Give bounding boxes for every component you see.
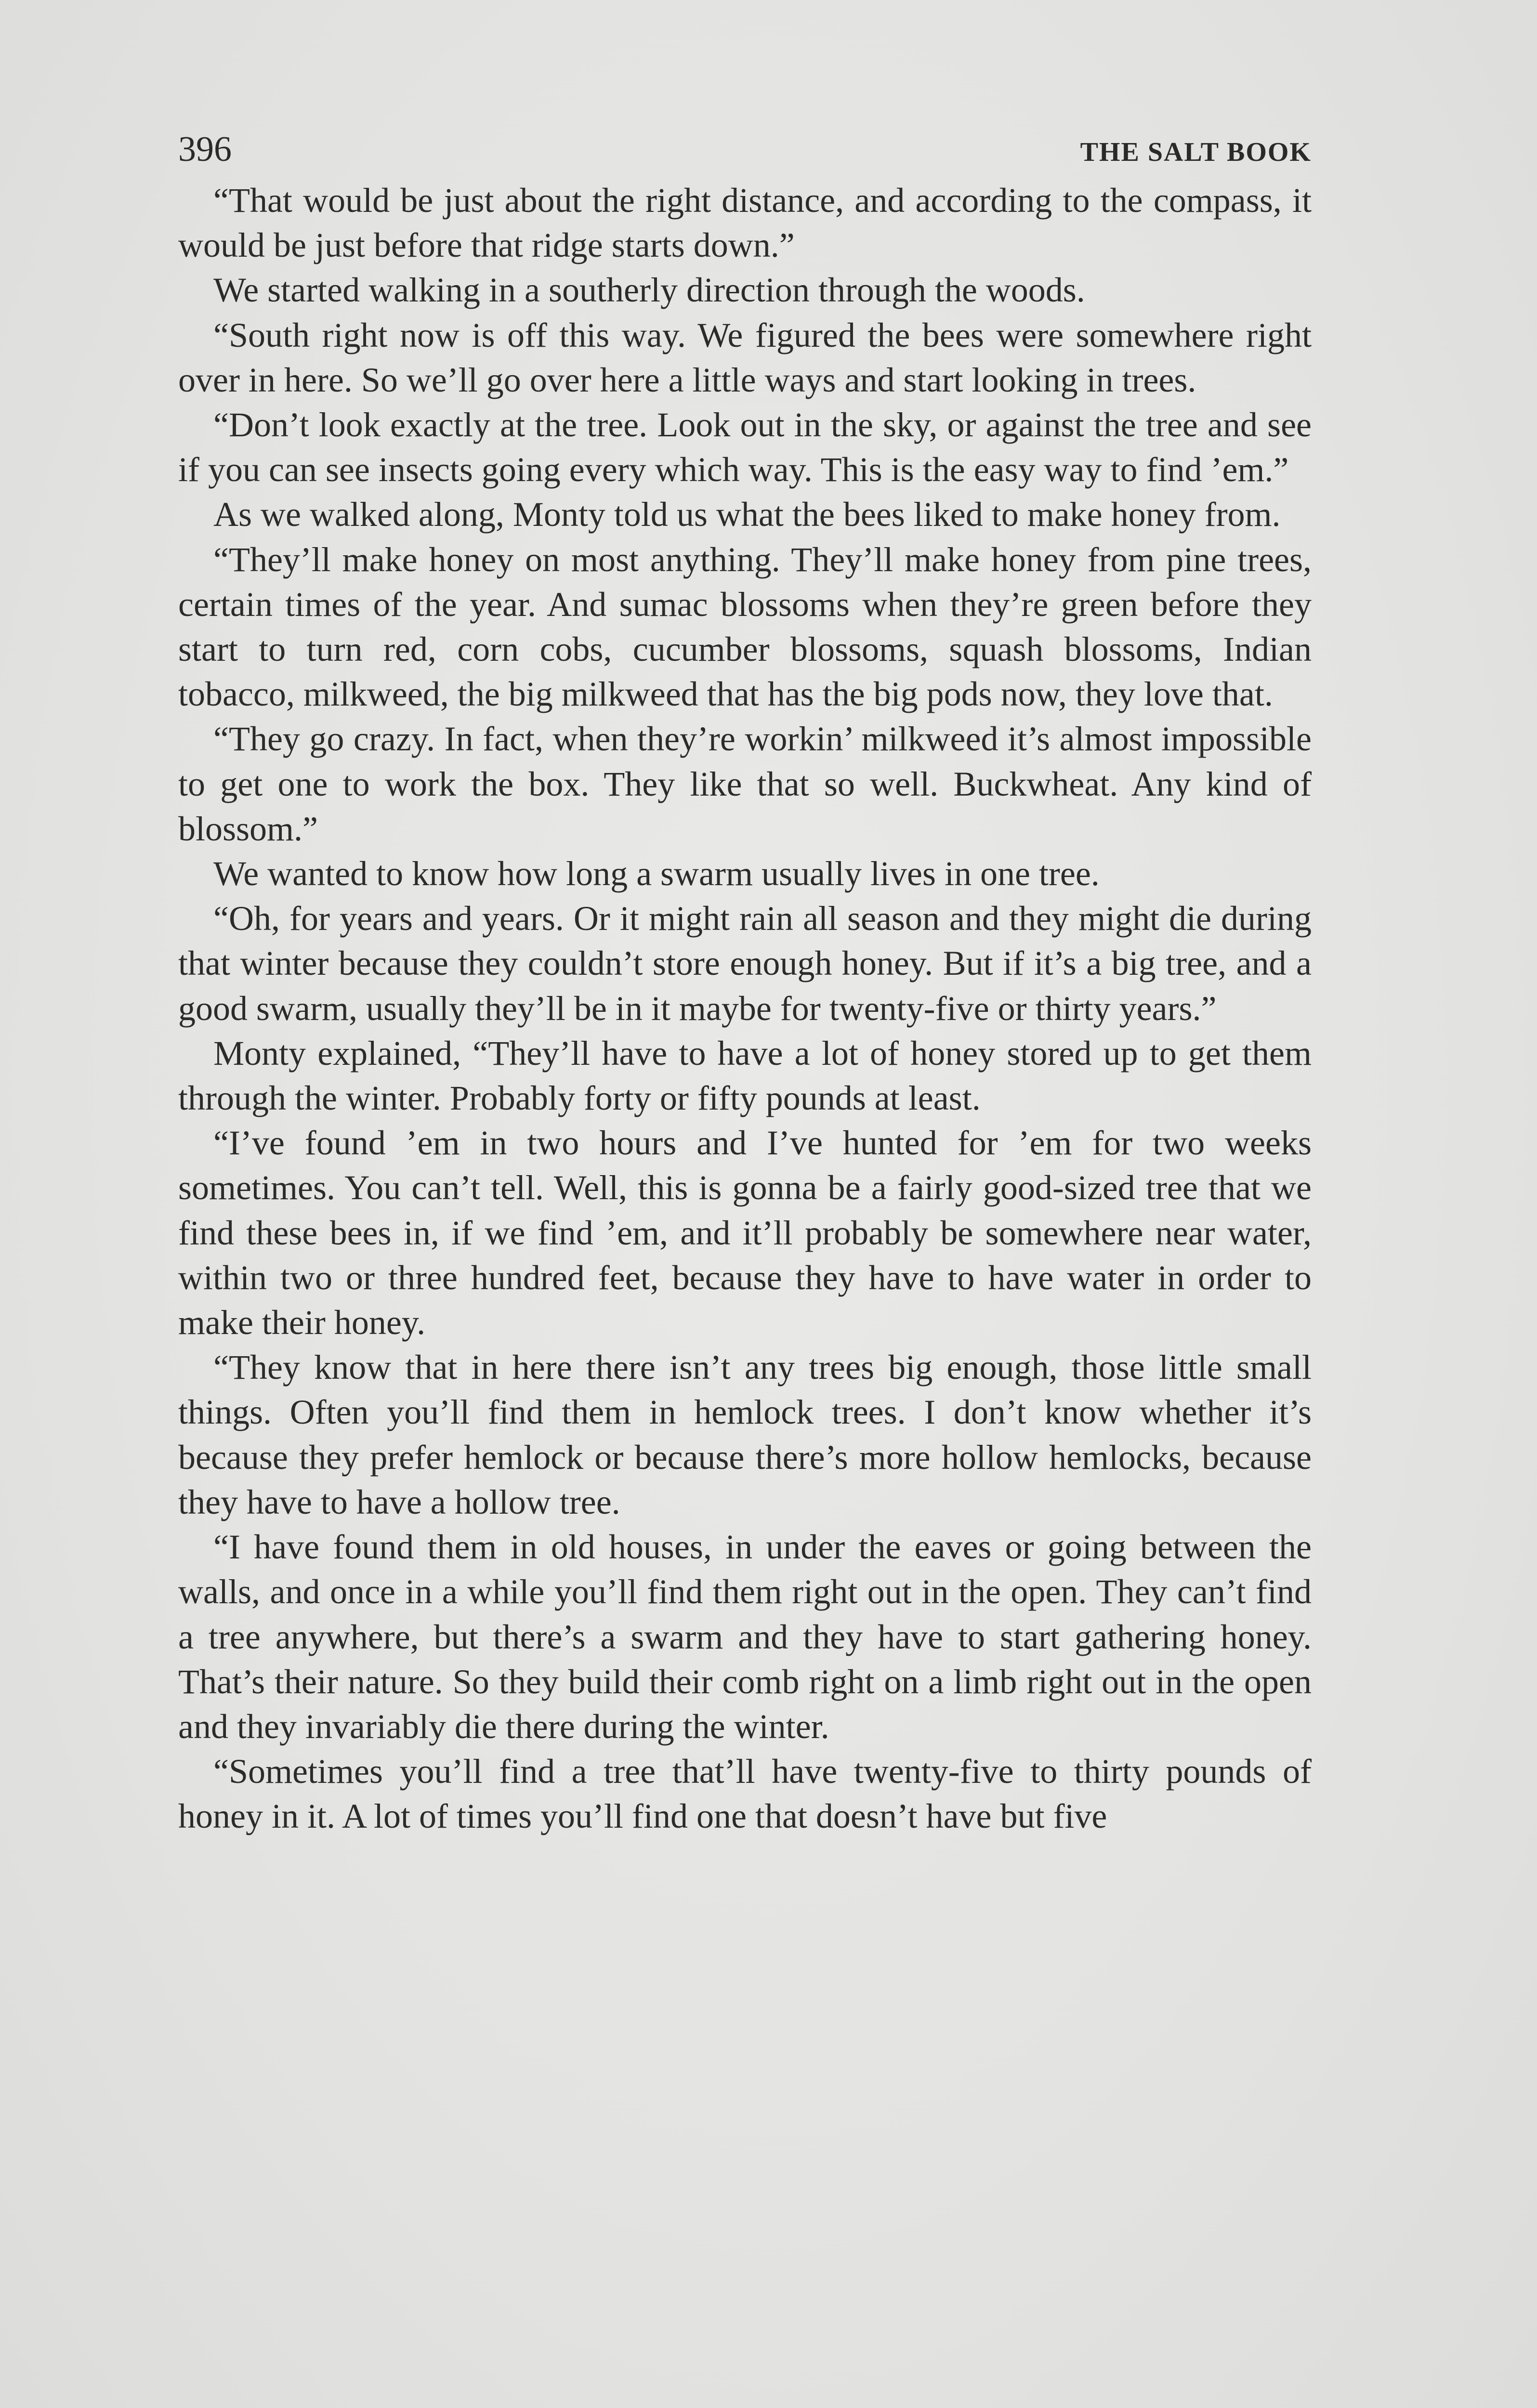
paragraph: “Oh, for years and years. Or it might rain all season and they might die during that winter because they couldn’t store enough honey. But if it’s a big tree, and a good swarm, usually they’ll be in it maybe for twenty-five or thirty years.” xyxy=(178,899,1312,1028)
paragraph: “I have found them in old houses, in under the eaves or going between the walls, and once in a while you’ll find them right out in the open. They can’t find a tree anywhere, but there’s a swarm and they have to start gathering honey. That’s their nature. So they build their comb right on a limb right out in the open and they invariably die there during the winter. xyxy=(178,1528,1312,1746)
book-title: THE SALT BOOK xyxy=(1080,137,1312,167)
paragraph: As we walked along, Monty told us what the bees liked to make honey from. xyxy=(213,495,1281,534)
paragraph: “They’ll make honey on most anything. They’ll make honey from pine trees, certain times of the year. And sumac blossoms when they’re green before they start to turn red, corn cobs, cucumber blossoms, squash blossoms, Indian tobacco, milkweed, the big milkweed that has the big pods now, they love that. xyxy=(178,540,1312,714)
paragraph: “Don’t look exactly at the tree. Look out in the sky, or against the tree and see if you can see insects going every which way. This is the easy way to find ’em.” xyxy=(178,406,1312,489)
paragraph: We started walking in a southerly direction through the woods. xyxy=(213,271,1085,310)
body-text xyxy=(178,178,1312,1839)
page-number: 396 xyxy=(178,130,232,169)
running-head xyxy=(178,121,1312,174)
paragraph: “They go crazy. In fact, when they’re workin’ milkweed it’s almost impossible to get one to work the box. They like that so well. Buckwheat. Any kind of blossom.” xyxy=(178,720,1312,848)
paragraph: “I’ve found ’em in two hours and I’ve hunted for ’em for two weeks sometimes. You can’t tell. Well, this is gonna be a fairly good-sized tree that we find these bees in, if we find ’em, and it’ll probably be somewhere near water, within two or three hundred feet, because they have to have water in order to make their honey. xyxy=(178,1124,1312,1342)
paragraph: “They know that in here there isn’t any trees big enough, those little small things. Often you’ll find them in hemlock trees. I don’t know whether it’s because they prefer hemlock or because there’s more hollow hemlocks, because they have to have a hollow tree. xyxy=(178,1348,1312,1521)
paragraph: “Sometimes you’ll find a tree that’ll have twenty-five to thirty pounds of honey in it. A lot of times you’ll find one that doesn’t have but five xyxy=(178,1752,1312,1836)
paragraph: Monty explained, “They’ll have to have a lot of honey stored up to get them through the winter. Probably forty or fifty pounds at least. xyxy=(178,1034,1312,1118)
paragraph: We wanted to know how long a swarm usually lives in one tree. xyxy=(213,854,1100,893)
paragraph: “South right now is off this way. We figured the bees were somewhere right over in here. So we’ll go over here a little ways and start looking in trees. xyxy=(178,315,1312,399)
paragraph: “That would be just about the right distance, and according to the compass, it would be just before that ridge starts down.” xyxy=(178,181,1312,265)
